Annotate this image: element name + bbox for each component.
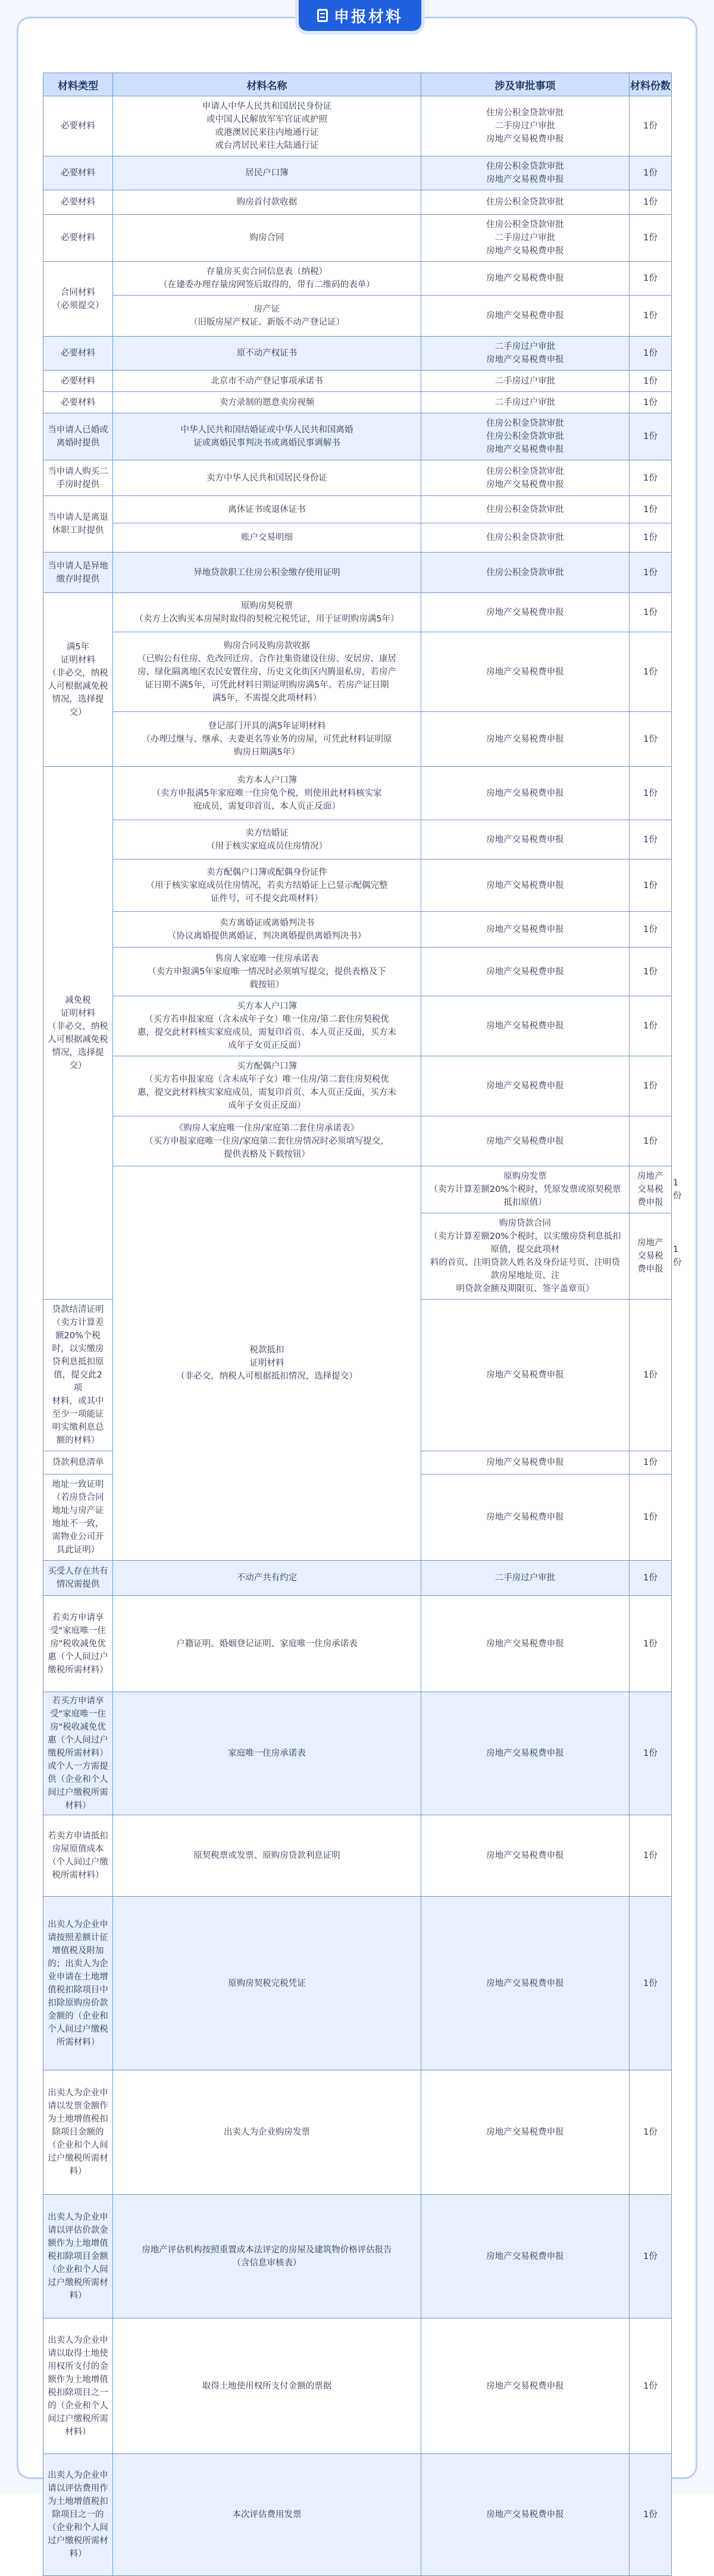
- material-name-cell: 购房合同: [113, 215, 421, 262]
- table-row: [43, 215, 672, 262]
- table-row: [43, 96, 672, 156]
- table-header-row: [43, 73, 672, 96]
- copies-cell: 1份: [630, 767, 672, 820]
- approval-item-cell: 房地产交易税费申报: [421, 632, 630, 712]
- copies-cell: 1份: [630, 156, 672, 190]
- approval-item-cell: 房地产交易税费申报: [630, 1213, 672, 1300]
- table-row: [43, 859, 672, 912]
- material-name-cell: 原购房契税票 （卖方上次购买本房屋时取得的契税完税凭证，用于证明购房满5年）: [113, 593, 421, 632]
- table-row: [43, 632, 672, 712]
- table-row: [43, 2195, 672, 2318]
- approval-item-cell: 二手房过户审批: [421, 1561, 630, 1596]
- copies-cell: 1份: [630, 912, 672, 947]
- table-row: [43, 947, 672, 996]
- material-name-cell: 居民户口簿: [113, 156, 421, 190]
- copies-cell: 1份: [630, 190, 672, 215]
- copies-cell: 1份: [630, 1451, 672, 1474]
- approval-item-cell: 住房公积金贷款审批: [421, 523, 630, 553]
- approval-item-cell: 住房公积金贷款审批: [421, 553, 630, 593]
- table-row: [43, 1596, 672, 1692]
- materials-table: [43, 73, 672, 2576]
- approval-item-cell: 房地产交易税费申报: [421, 1116, 630, 1166]
- approval-item-cell: 房地产交易税费申报: [421, 1056, 630, 1116]
- approval-item-cell: 房地产交易税费申报: [421, 767, 630, 820]
- copies-cell: 1份: [630, 215, 672, 262]
- material-name-cell: 购房首付款收据: [113, 190, 421, 215]
- table-row: [43, 1815, 672, 1897]
- material-name-cell: 房地产评估机构按照重置成本法评定的房屋及建筑物价格评估报告 （含信息审核表）: [113, 2195, 421, 2318]
- approval-item-cell: 房地产交易税费申报: [421, 2454, 630, 2576]
- table-row: [43, 1056, 672, 1116]
- copies-cell: 1份: [630, 1300, 672, 1451]
- approval-item-cell: 房地产交易税费申报: [421, 2318, 630, 2454]
- approval-item-cell: 房地产交易税费申报: [421, 262, 630, 296]
- copies-cell: 1份: [630, 1815, 672, 1897]
- material-name-cell: 贷款利息清单: [43, 1451, 113, 1474]
- material-type-cell: 当申请人已婚或离婚时提供: [43, 413, 113, 460]
- approval-item-cell: 房地产交易税费申报: [421, 947, 630, 996]
- material-type-cell: 若卖方申请享受"家庭唯一住房"税收减免优惠（个人间过户缴税所需材料）: [43, 1596, 113, 1692]
- copies-cell: 1份: [630, 1596, 672, 1692]
- table-row: [43, 262, 672, 296]
- material-name-cell: 原购房契税完税凭证: [113, 1897, 421, 2070]
- copies-cell: 1份: [630, 1116, 672, 1166]
- material-type-cell: 必要材料: [43, 96, 113, 156]
- copies-cell: 1份: [630, 337, 672, 371]
- approval-item-cell: 房地产交易税费申报: [421, 593, 630, 632]
- approval-item-cell: 房地产交易税费申报: [421, 1815, 630, 1897]
- material-type-cell: 出卖人为企业申请以取得土地使用权所支付的金额作为土地增值税扣除项目之一的（企业和个人间过户缴税所需材料）: [43, 2318, 113, 2454]
- table-row: [43, 413, 672, 460]
- approval-item-cell: 房地产交易税费申报: [421, 912, 630, 947]
- table-row: [43, 460, 672, 496]
- material-type-cell: 出卖人为企业申请以评估费用作为土地增值税扣除项目之一的（企业和个人间过户缴税所需材料）: [43, 2454, 113, 2576]
- approval-item-cell: 住房公积金贷款审批: [421, 190, 630, 215]
- copies-cell: 1份: [630, 712, 672, 767]
- table-row: [43, 1692, 672, 1815]
- approval-item-cell: 住房公积金贷款审批 二手房过户审批 房地产交易税费申报: [421, 96, 630, 156]
- table-row: [43, 996, 672, 1056]
- material-name-cell: 卖方中华人民共和国居民身份证: [113, 460, 421, 496]
- table-row: [43, 712, 672, 767]
- copies-cell: 1份: [630, 96, 672, 156]
- approval-item-cell: 房地产交易税费申报: [421, 2070, 630, 2195]
- material-name-cell: 本次评估费用发票: [113, 2454, 421, 2576]
- table-row: [43, 371, 672, 392]
- material-type-cell: 出卖人为企业申请按照差额计征增值税及附加的；出卖人为企业申请在土地增值税扣除项目中扣除原购房价款金额的（企业和个人间过户缴税所需材料）: [43, 1897, 113, 2070]
- table-row: [43, 190, 672, 215]
- approval-item-cell: 二手房过户审批: [421, 371, 630, 392]
- material-name-cell: 购房合同及购房款收据 （已购公有住房、危改回迁房、合作社集资建设住房、安居房、康居 房、绿化隔离地区农民安置住房、历史文化街区内腾退私房，若房产 证日期不满5年，可凭此材料日期证明购房满5年。若房产证日期 满5年，不需提交此项材料）: [113, 632, 421, 712]
- material-type-cell: 减免税 证明材料 （非必交，纳税人可根据减免税情况，选择提交）: [43, 767, 113, 1300]
- section-title: 申报材料: [333, 8, 403, 26]
- table-row: [43, 496, 672, 523]
- material-type-cell: 合同材料 （必须提交）: [43, 262, 113, 337]
- copies-cell: 1份: [630, 593, 672, 632]
- material-name-cell: 卖方本人户口簿 （卖方申报满5年家庭唯一住房免个税，则使用此材料核实家 庭成员，需复印首页、本人页正反面）: [113, 767, 421, 820]
- material-name-cell: 户籍证明、婚姻登记证明、家庭唯一住房承诺表: [113, 1596, 421, 1692]
- approval-item-cell: 房地产交易税费申报: [421, 1451, 630, 1474]
- copies-cell: 1份: [630, 996, 672, 1056]
- table-row: [43, 553, 672, 593]
- material-type-cell: 买受人存在共有情况需提供: [43, 1561, 113, 1596]
- material-type-cell: 出卖人为企业申请以评估价款金额作为土地增值税扣除项目金额（企业和个人间过户缴税所需材料）: [43, 2195, 113, 2318]
- material-name-cell: 离休证书或退休证书: [113, 496, 421, 523]
- approval-item-cell: 住房公积金贷款审批 二手房过户审批 房地产交易税费申报: [421, 215, 630, 262]
- copies-cell: 1份: [630, 2195, 672, 2318]
- approval-item-cell: 二手房过户审批 房地产交易税费申报: [421, 337, 630, 371]
- material-type-cell: 必要材料: [43, 371, 113, 392]
- table-row: [43, 296, 672, 337]
- material-type-cell: 当申请人购买二手房时提供: [43, 460, 113, 496]
- copies-cell: 1份: [630, 2070, 672, 2195]
- copies-cell: 1份: [630, 859, 672, 912]
- material-type-cell: 出卖人为企业申请以发票金额作为土地增值税扣除项目金额的（企业和个人间过户缴税所需材料）: [43, 2070, 113, 2195]
- approval-item-cell: 房地产交易税费申报: [630, 1166, 672, 1213]
- approval-item-cell: 房地产交易税费申报: [421, 296, 630, 337]
- material-name-cell: 登记部门开具的满5年证明材料 （办理过继与、继承、夫妻更名等业务的房屋，可凭此材料证明原 购房日期满5年）: [113, 712, 421, 767]
- approval-item-cell: 房地产交易税费申报: [421, 859, 630, 912]
- material-name-cell: 原契税票或发票、原购房贷款利息证明: [113, 1815, 421, 1897]
- approval-item-cell: 房地产交易税费申报: [421, 1692, 630, 1815]
- table-row: [43, 593, 672, 632]
- approval-item-cell: 房地产交易税费申报: [421, 820, 630, 859]
- material-name-cell: 地址一致证明 （若房贷合同地址与房产证地址不一致，需物业公司开具此证明）: [43, 1474, 113, 1561]
- copies-cell: 1份: [630, 371, 672, 392]
- header-copies: 材料份数: [630, 73, 672, 96]
- material-name-cell: 买方本人户口簿 （买方若申报家庭（含未成年子女）唯一住房/第二套住房契税优 惠，提交此材料核实家庭成员，需复印首页、本人页正反面，买方未 成年子女页正反面）: [113, 996, 421, 1056]
- material-type-cell: 必要材料: [43, 392, 113, 413]
- copies-cell: 1份: [630, 820, 672, 859]
- material-name-cell: 账户交易明细: [113, 523, 421, 553]
- header-material-type: 材料类型: [43, 73, 113, 96]
- copies-cell: 1份: [630, 1474, 672, 1561]
- material-name-cell: 卖方录制的愿意卖房视频: [113, 392, 421, 413]
- table-row: [43, 1166, 672, 1213]
- material-name-cell: 北京市不动产登记事项承诺书: [113, 371, 421, 392]
- materials-table-wrap: [43, 73, 671, 2576]
- material-name-cell: 售房人家庭唯一住房承诺表 （卖方申报满5年家庭唯一情况时必须填写提交，提供表格及下 载按钮）: [113, 947, 421, 996]
- material-name-cell: 买方配偶户口簿 （买方若申报家庭（含未成年子女）唯一住房/第二套住房契税优 惠，提交此材料核实家庭成员，需复印首页、本人页正反面，买方未 成年子女页正反面）: [113, 1056, 421, 1116]
- material-type-cell: 若买方申请享受"家庭唯一住房"税收减免优惠（个人间过户缴税所需材料）或个人一方需提供（企业和个人间过户缴税所需材料）: [43, 1692, 113, 1815]
- material-name-cell: 《购房人家庭唯一住房/家庭第二套住房承诺表》 （买方申报家庭唯一住房/家庭第二套住房情况时必须填写提交， 提供表格及下载按钮）: [113, 1116, 421, 1166]
- copies-cell: 1份: [630, 262, 672, 296]
- material-type-cell: 必要材料: [43, 215, 113, 262]
- material-name-cell: 卖方配偶户口簿或配偶身份证件 （用于核实家庭成员住房情况，若卖方结婚证上已显示配偶完整 证件号，可不提交此项材料）: [113, 859, 421, 912]
- table-row: [43, 2454, 672, 2576]
- copies-cell: 1份: [630, 2454, 672, 2576]
- material-name-cell: 卖方结婚证 （用于核实家庭成员住房情况）: [113, 820, 421, 859]
- copies-cell: 1份: [630, 496, 672, 523]
- table-row: [43, 2318, 672, 2454]
- table-row: [43, 1116, 672, 1166]
- copies-cell: 1份: [630, 1692, 672, 1815]
- table-row: [43, 156, 672, 190]
- material-name-cell: 原购房发票 （卖方计算差额20%个税时，凭原发票或原契税票抵扣原值）: [421, 1166, 630, 1213]
- approval-item-cell: 住房公积金贷款审批 房地产交易税费申报: [421, 460, 630, 496]
- material-name-cell: 申请人中华人民共和国居民身份证 或中国人民解放军军官证或护照 或港澳居民来往内地通行证 或台湾居民来往大陆通行证: [113, 96, 421, 156]
- approval-item-cell: 二手房过户审批: [421, 392, 630, 413]
- table-row: [43, 767, 672, 820]
- material-name-cell: 房产证 （旧版房屋产权证、新版不动产登记证）: [113, 296, 421, 337]
- section-title-banner: [299, 0, 421, 31]
- copies-cell: 1份: [630, 2318, 672, 2454]
- approval-item-cell: 住房公积金贷款审批: [421, 496, 630, 523]
- material-name-cell: 不动产共有约定: [113, 1561, 421, 1596]
- approval-item-cell: 房地产交易税费申报: [421, 1300, 630, 1451]
- copies-cell: 1份: [630, 413, 672, 460]
- table-row: [43, 820, 672, 859]
- material-type-cell: 满5年 证明材料 （非必交，纳税人可根据减免税情况，选择提交）: [43, 593, 113, 767]
- table-row: [43, 337, 672, 371]
- material-name-cell: 卖方离婚证或离婚判决书 （协议离婚提供离婚证，判决离婚提供离婚判决书）: [113, 912, 421, 947]
- material-name-cell: 存量房买卖合同信息表（纳税） （在建委办理存量房网签后取得的，带有二维码的表单）: [113, 262, 421, 296]
- material-name-cell: 取得土地使用权所支付金额的票据: [113, 2318, 421, 2454]
- material-type-cell: 若卖方申请抵扣房屋原值成本（个人间过户缴税所需材料）: [43, 1815, 113, 1897]
- header-approval-item: 涉及审批事项: [421, 73, 630, 96]
- material-name-cell: 原不动产权证书: [113, 337, 421, 371]
- material-type-cell: 税款抵扣 证明材料 （非必交，纳税人可根据抵扣情况，选择提交）: [113, 1166, 421, 1561]
- copies-cell: 1份: [630, 1056, 672, 1116]
- approval-item-cell: 房地产交易税费申报: [421, 2195, 630, 2318]
- material-name-cell: 家庭唯一住房承诺表: [113, 1692, 421, 1815]
- approval-item-cell: 房地产交易税费申报: [421, 712, 630, 767]
- copies-cell: 1份: [630, 392, 672, 413]
- copies-cell: 1份: [630, 1561, 672, 1596]
- approval-item-cell: 房地产交易税费申报: [421, 996, 630, 1056]
- copies-cell: 1份: [630, 632, 672, 712]
- table-body: [43, 96, 672, 2576]
- copies-cell: 1份: [630, 1897, 672, 2070]
- material-type-cell: 必要材料: [43, 337, 113, 371]
- document-icon: [317, 9, 328, 22]
- table-row: [43, 392, 672, 413]
- material-type-cell: 当申请人是异地缴存时提供: [43, 553, 113, 593]
- approval-item-cell: 住房公积金贷款审批 房地产交易税费申报: [421, 156, 630, 190]
- material-name-cell: 购房贷款合同 （卖方计算差额20%个税时，以实缴房贷利息抵扣原值，提交此项材 料的首页、注明贷款人姓名及身份证号页、注明贷款房屋地址页、注 明贷款金额及期限页、签字盖章页）: [421, 1213, 630, 1300]
- copies-cell: 1份: [630, 553, 672, 593]
- copies-cell: 1份: [630, 523, 672, 553]
- material-type-cell: 当申请人是离退休职工时提供: [43, 496, 113, 553]
- table-row: [43, 523, 672, 553]
- material-name-cell: 中华人民共和国结婚证或中华人民共和国离婚 证或离婚民事判决书或离婚民事调解书: [113, 413, 421, 460]
- material-name-cell: 出卖人为企业购房发票: [113, 2070, 421, 2195]
- approval-item-cell: 房地产交易税费申报: [421, 1897, 630, 2070]
- copies-cell: 1份: [630, 296, 672, 337]
- approval-item-cell: 房地产交易税费申报: [421, 1474, 630, 1561]
- header-material-name: 材料名称: [113, 73, 421, 96]
- material-name-cell: 贷款结清证明 （卖方计算差额20%个税时，以实缴房贷利息抵扣原值，提交此2项 材料，或其中至少一项能证明实缴利息总额的材料）: [43, 1300, 113, 1451]
- table-row: [43, 912, 672, 947]
- approval-item-cell: 房地产交易税费申报: [421, 1596, 630, 1692]
- material-type-cell: 必要材料: [43, 190, 113, 215]
- material-type-cell: 必要材料: [43, 156, 113, 190]
- approval-item-cell: 住房公积金贷款审批 住房公积金贷款审批 房地产交易税费申报: [421, 413, 630, 460]
- table-row: [43, 1561, 672, 1596]
- table-row: [43, 2070, 672, 2195]
- material-name-cell: 异地贷款职工住房公积金缴存使用证明: [113, 553, 421, 593]
- copies-cell: 1份: [630, 947, 672, 996]
- copies-cell: 1份: [630, 460, 672, 496]
- table-row: [43, 1897, 672, 2070]
